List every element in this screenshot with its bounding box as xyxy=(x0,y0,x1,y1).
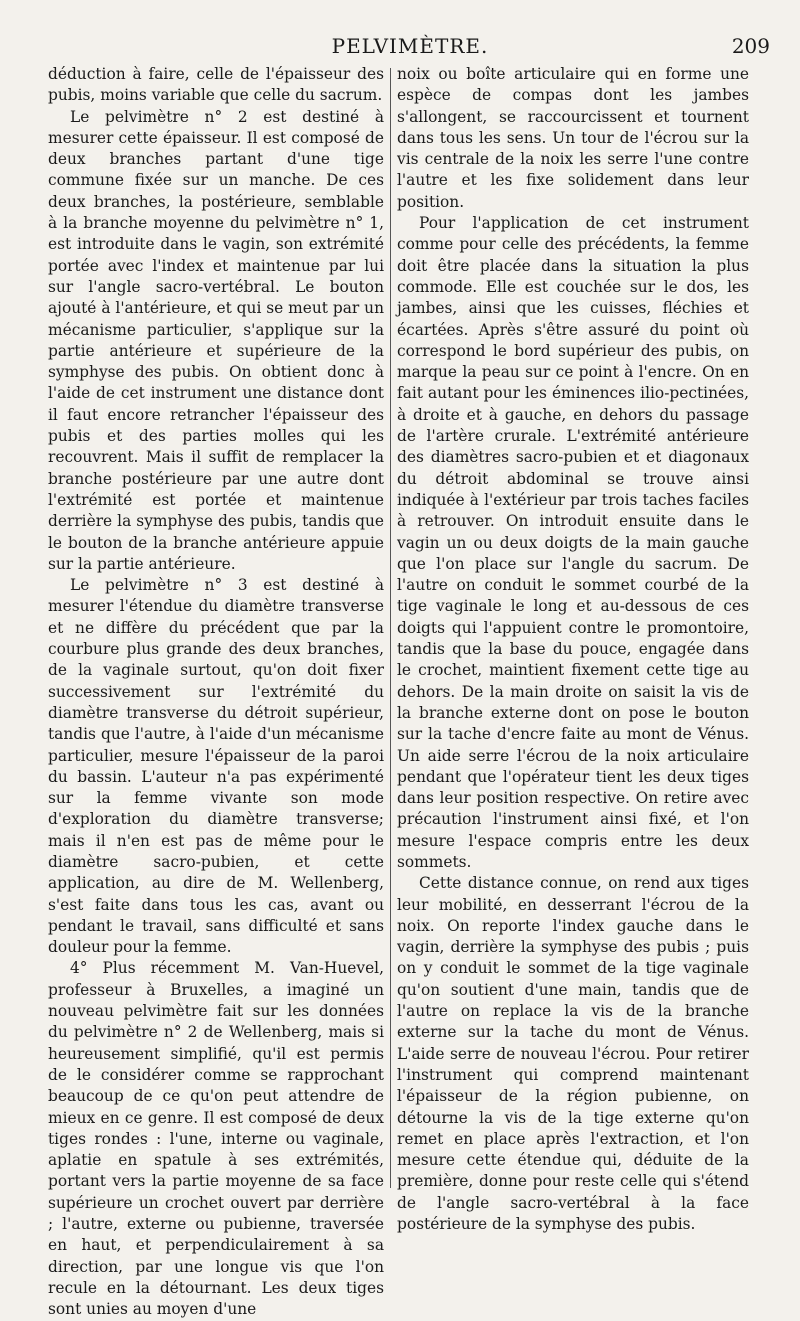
paragraph: Le pelvimètre n° 2 est destiné à mesurer cette épaisseur. Il est composé de deux branches partant d'une tige commune fixée sur un manche. De ces deux branches, la postérieure, semblable à la branche moyenne du pelvimètre n° 1, est introduite dans le vagin, son extrémité portée avec l'index et maintenue par lui sur l'angle sacro-vertébral. Le bouton ajouté à l'antérieure, et qui se meut par un mécanisme particulier, s'applique sur la partie antérieure et supérieure de la symphyse des pubis. On obtient donc à l'aide de cet instrument une distance dont il faut encore retrancher l'épaisseur des pubis et des parties molles qui les recouvrent. Mais il suffit de remplacer la branche postérieure par une autre dont l'extrémité est portée et maintenue derrière la symphyse des pubis, tandis que le bouton de la branche antérieure appuie sur la partie antérieure. xyxy=(48,107,384,573)
paragraph: Cette distance connue, on rend aux tiges leur mobilité, en desserrant l'écrou de la noix. On reporte l'index gauche dans le vagin, derrière la symphyse des pubis ; puis on y conduit le sommet de la tige vaginale qu'on soutient d'une main, tandis que de l'autre on replace la vis de la branche externe sur la tache du mont de Vénus. L'aide serre de nouveau l'écrou. Pour retirer l'instrument qui comprend maintenant l'épaisseur de la région pubienne, on détourne la vis de la tige externe qu'on remet en place après l'extraction, et l'on mesure cette étendue qui, déduite de la première, donne pour reste celle qui s'étend de l'angle sacro-vertébral à la face postérieure de la symphyse des pubis. xyxy=(397,874,749,1234)
paragraph: Pour l'application de cet instrument comme pour celle des précédents, la femme doit être placée dans la situation la plus commode. Elle est couchée sur le dos, les jambes, ainsi que les cuisses, fléchies et écartées. Après s'être assuré du point où correspond le bord supérieur des pubis, on marque la peau sur ce point à l'encre. On en fait autant pour les éminences ilio-pectinées, à droite et à gauche, en dehors du passage de l'artère crurale. L'extrémité antérieure des diamètres sacro-pubien et et diagonaux du détroit abdominal se trouve ainsi indiquée à l'extérieur par trois taches faciles à retrouver. On introduit ensuite dans le vagin un ou deux doigts de la main gauche que l'on place sur l'angle du sacrum. De l'autre on conduit le sommet courbé de la tige vaginale le long et au-dessous de ces doigts qui l'appuient contre le promontoire, tandis que la base du pouce, engagée dans le crochet, maintient fixement cette tige au dehors. De la main droite on saisit la vis de la branche externe dont on pose le bouton sur la tache d'encre faite au mont de Vénus. Un aide serre l'écrou de la noix articulaire pendant que l'opérateur tient les deux tiges dans leur position respective. On retire avec précaution l'instrument ainsi fixé, et l'on mesure l'espace compris entre les deux sommets. xyxy=(397,214,749,871)
column-divider xyxy=(390,68,391,1188)
page-number: 209 xyxy=(731,34,770,58)
page-header xyxy=(40,30,780,64)
left-column xyxy=(48,64,384,1321)
paragraph: déduction à faire, celle de l'épaisseur des pubis, moins variable que celle du sacrum. xyxy=(48,65,384,105)
running-title: PELVIMÈTRE. xyxy=(331,34,489,58)
paragraph: 4° Plus récemment M. Van-Huevel, professeur à Bruxelles, a imaginé un nouveau pelvimètre fait sur les données du pelvimètre n° 2 de Wellenberg, mais si heureusement simplifié, qu'il est permis de le considérer comme se rapprochant beaucoup de ce qu'on peut attendre de mieux en ce genre. Il est composé de deux tiges rondes : l'une, interne ou vaginale, aplatie en spatule à ses extrémités, portant vers la partie moyenne de sa face supérieure un crochet ouvert par derrière ; l'autre, externe ou pubienne, traversée en haut, et perpendiculairement à sa direction, par une longue vis que l'on recule en la détournant. Les deux tiges sont unies au moyen d'une xyxy=(48,959,384,1319)
paragraph: Le pelvimètre n° 3 est destiné à mesurer l'étendue du diamètre transverse et ne diffère du précédent que par la courbure plus grande des deux branches, de la vaginale surtout, qu'on doit fixer successivement sur l'extrémité du diamètre transverse du détroit supérieur, tandis que l'autre, à l'aide d'un mécanisme particulier, mesure l'épaisseur de la paroi du bassin. L'auteur n'a pas expérimenté sur la femme vivante son mode d'exploration du diamètre transverse; mais il n'en est pas de même pour le diamètre sacro-pubien, et cette application, au dire de M. Wellenberg, s'est faite dans tous les cas, avant ou pendant le travail, sans difficulté et sans douleur pour la femme. xyxy=(48,576,384,957)
paragraph: noix ou boîte articulaire qui en forme une espèce de compas dont les jambes s'allongent, se raccourcissent et tournent dans tous les sens. Un tour de l'écrou sur la vis centrale de la noix les serre l'une contre l'autre et les fixe solidement dans leur position. xyxy=(397,65,749,211)
right-column xyxy=(397,64,749,1235)
